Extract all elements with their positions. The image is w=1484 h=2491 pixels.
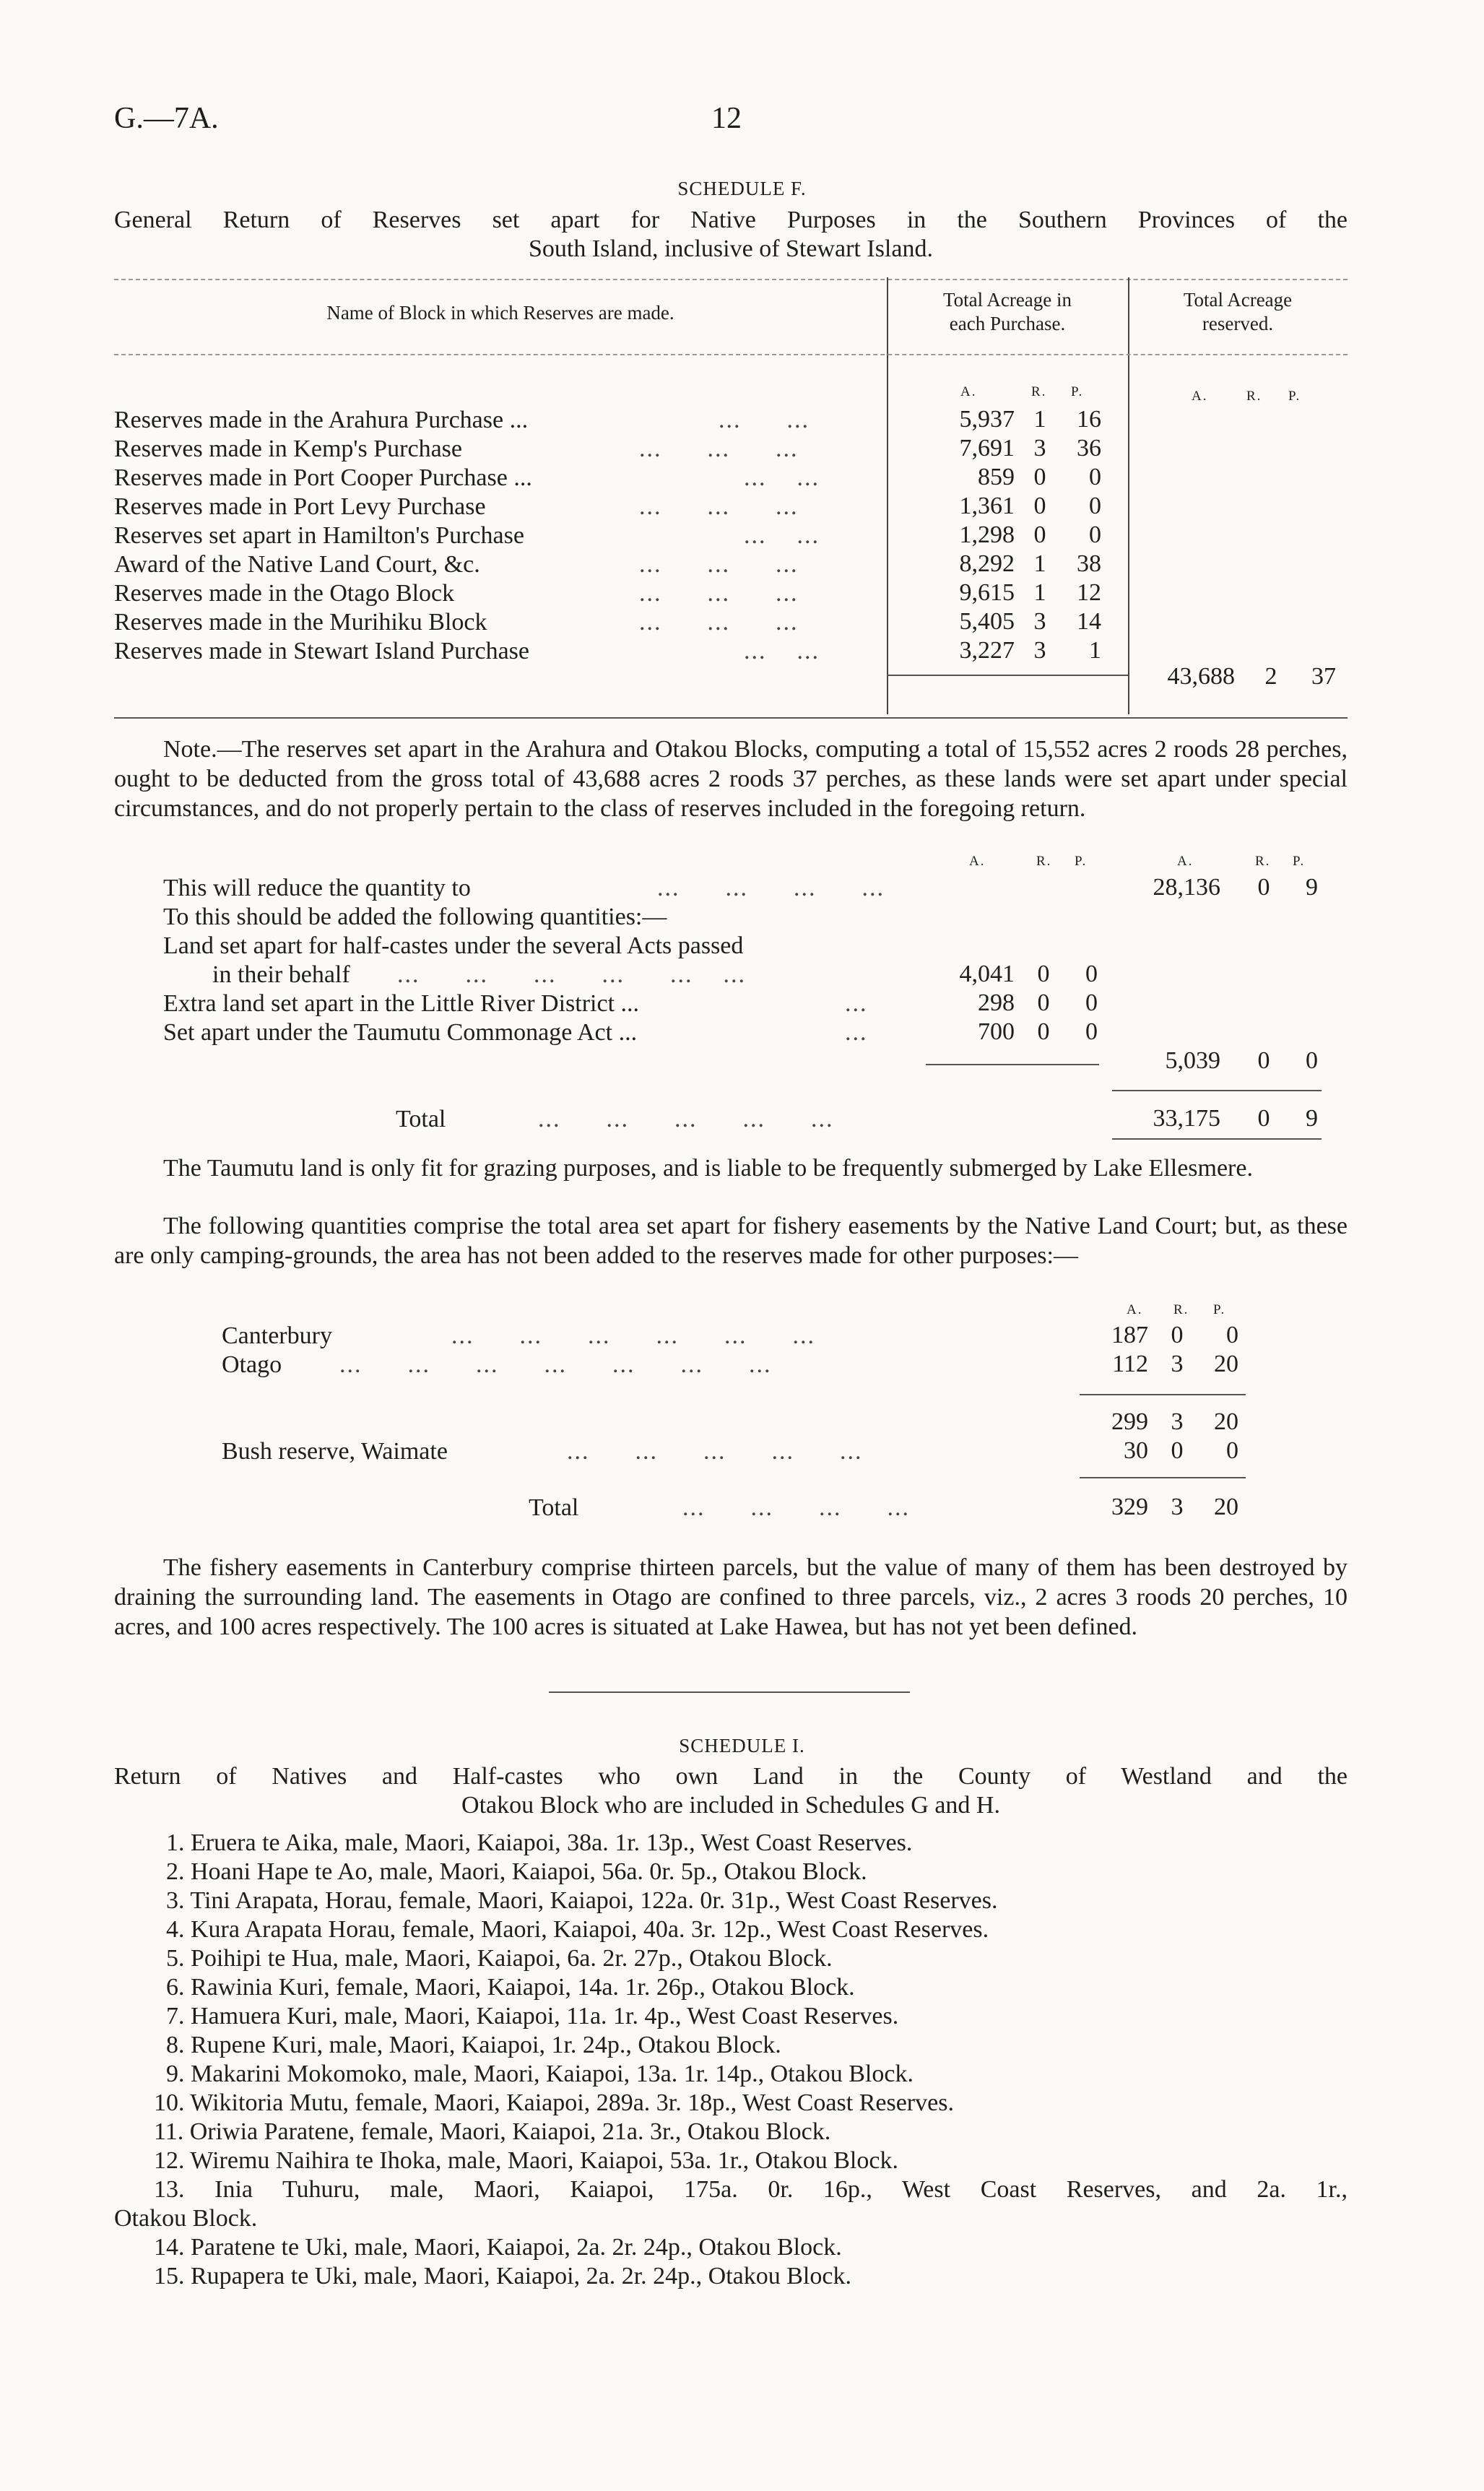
table-row-name: Reserves made in Port Levy Purchase — [114, 493, 486, 520]
table-row-name: Reserves made in the Arahura Purchase ... — [114, 407, 529, 433]
table-row-name: Reserves made in the Otago Block — [114, 580, 455, 607]
bush-reserve-perches: 0 — [1226, 1437, 1238, 1464]
table-cell-acres: 1,298 — [959, 521, 1015, 548]
list-item: 13. Inia Tuhuru, male, Maori, Kaiapoi, 175a. 0r. 16p., West Coast Reserves, and 2a. 1r., — [154, 2176, 1348, 2203]
column-header-reserved-line2: reserved. — [1202, 313, 1274, 334]
column-header-reserved-line1: Total Acreage — [1183, 289, 1293, 311]
table-cell-perches: 0 — [1089, 464, 1101, 490]
calc-unit-perches: P. — [1075, 854, 1088, 869]
schedule-i-title: SCHEDULE I. — [679, 1735, 805, 1756]
added-total-perches: 0 — [1306, 1047, 1318, 1074]
fishery-row-perches: 20 — [1214, 1351, 1238, 1377]
list-item: 8. Rupene Kuri, male, Maori, Kaiapoi, 1r. 24p., Otakou Block. — [166, 2032, 781, 2058]
halfcaste-perches: 0 — [1085, 961, 1098, 987]
fishery-row-acres: 112 — [1112, 1351, 1148, 1377]
table-cell-roods: 1 — [1033, 406, 1046, 433]
schedule-f-note: Note.—The reserves set apart in the Arahura and Otakou Blocks, computing a total of 15,552 acres 2 roods 28 perches, ought to be deducted from the gross total of 43,688 acres 2 roods 37 perches, as these lands were set apart under special circumstances, and do not properly pertain to the class of reserves included in the foregoing return. — [114, 736, 1348, 822]
table-cell-perches: 16 — [1077, 406, 1101, 433]
table-row-name: Award of the Native Land Court, &c. — [114, 551, 480, 578]
table-cell-acres: 9,615 — [959, 579, 1015, 606]
table-cell-roods: 0 — [1033, 464, 1046, 490]
fishery-total-acres: 329 — [1111, 1494, 1148, 1520]
grand-total-perches: 9 — [1306, 1105, 1318, 1132]
halfcaste-label-line1: Land set apart for half-castes under the several Acts passed — [163, 932, 744, 959]
table-cell-roods: 1 — [1033, 579, 1046, 606]
table-cell-acres: 859 — [978, 464, 1015, 490]
schedule-f-subtitle-line1: General Return of Reserves set apart for Native Purposes in the Southern Provinces of the — [114, 207, 1348, 233]
taumutu-roods: 0 — [1037, 1018, 1050, 1045]
added-sum-rule — [926, 1064, 1099, 1065]
halfcaste-label-line2: in their behalf — [212, 961, 350, 988]
table-cell-perches: 0 — [1089, 521, 1101, 548]
document-reference: G.—7A. — [114, 102, 219, 135]
calc-unit-roods-2: R. — [1255, 854, 1271, 869]
page-number: 12 — [711, 102, 742, 135]
table-cell-roods: 1 — [1033, 550, 1046, 577]
list-item: 10. Wikitoria Mutu, female, Maori, Kaiapoi, 289a. 3r. 18p., West Coast Reserves. — [154, 2089, 954, 2116]
list-item: 12. Wiremu Naihira te Ihoka, male, Maori, Kaiapoi, 53a. 1r., Otakou Block. — [154, 2147, 898, 2174]
table-cell-acres: 7,691 — [959, 435, 1015, 462]
fishery-row-name: Otago — [222, 1351, 282, 1378]
total-reserved-perches: 37 — [1311, 663, 1336, 690]
unit-acres: A. — [960, 384, 977, 399]
column-header-purchase-line1: Total Acreage in — [942, 289, 1072, 311]
fishery-row-name: Canterbury — [222, 1322, 332, 1349]
purchase-sum-rule — [887, 675, 1128, 676]
halfcaste-roods: 0 — [1037, 961, 1050, 987]
table-cell-perches: 14 — [1077, 608, 1101, 635]
fishery-row-roods: 0 — [1171, 1322, 1184, 1348]
table-row-name: Reserves made in Kemp's Purchase — [114, 436, 462, 462]
column-header-purchase-line2: each Purchase. — [949, 313, 1066, 334]
table-cell-perches: 0 — [1089, 493, 1101, 519]
fishery-unit-roods: R. — [1173, 1302, 1189, 1317]
fishery-subtotal-perches: 20 — [1214, 1408, 1238, 1435]
table-column-divider-1 — [887, 277, 888, 714]
grand-total-roods: 0 — [1257, 1105, 1270, 1132]
added-total-roods: 0 — [1257, 1047, 1270, 1074]
list-item-continuation: Otakou Block. — [114, 2205, 258, 2232]
fishery-row-perches: 0 — [1226, 1322, 1238, 1348]
table-row-name: Reserves set apart in Hamilton's Purchase — [114, 522, 524, 549]
section-divider — [549, 1691, 910, 1693]
table-cell-acres: 5,937 — [959, 406, 1015, 433]
calc-unit-acres: A. — [969, 854, 986, 869]
list-item: 9. Makarini Mokomoko, male, Maori, Kaiapoi, 13a. 1r. 14p., Otakou Block. — [166, 2061, 914, 2087]
halfcaste-acres: 4,041 — [959, 961, 1015, 987]
table-column-divider-2 — [1128, 277, 1129, 714]
fishery-row-roods: 3 — [1171, 1351, 1184, 1377]
table-cell-acres: 8,292 — [959, 550, 1015, 577]
table-row-name: Reserves made in Port Cooper Purchase ... — [114, 464, 532, 491]
little-river-label: Extra land set apart in the Little River District ... — [163, 990, 640, 1017]
little-river-perches: 0 — [1085, 989, 1098, 1016]
fishery-total-perches: 20 — [1214, 1494, 1238, 1520]
list-item: 2. Hoani Hape te Ao, male, Maori, Kaiapoi, 56a. 0r. 5p., Otakou Block. — [166, 1858, 867, 1885]
unit-acres-reserved: A. — [1192, 389, 1208, 404]
table-cell-roods: 3 — [1033, 637, 1046, 664]
list-item: 5. Poihipi te Hua, male, Maori, Kaiapoi, 6a. 2r. 27p., Otakou Block. — [166, 1945, 833, 1972]
grand-total-acres: 33,175 — [1153, 1105, 1220, 1132]
document-page: G.—7A. 12 SCHEDULE F. General Return of Reserves set apart for Native Purposes in the Southern Provinces of the South Island, inclusive of Stewart Island. Name of Block in which Reserves are made. Total Acreage in each Purchase. Total Acreage reserved. A. R. P. A. R. P. Reserves made in the Arahura Purchase ... Reserves made in Kemp's Purchase Reserves made in Port Cooper Purchase ... Reserves made in Port Levy Purchase Reserves set apart in Hamilton's Purchase Award of the Native Land Court, &c. Reserves made in the Otago Block Reserves made in the Murihiku Block Reserves made in Stewart Island Purchase ... ... ... ... ... ... ... ... ... ... ... ... ... ... ... ... ... ... ... ... ... ... ... 5,937 1 16 7,691 3 36 859 0 0 1,361 0 0 1,298 0 0 8,292 1 38 9,615 1 12 5,405 3 14 3,227 3 1 43,688 2 37 Note.—The reserves set apart in the Arahura and Otakou Blocks, computing a total of 15,552 acres 2 roods 28 perches, ought to be deducted from the gross total of 43,688 acres 2 roods 37 perches, as these lands were set apart under special circumstances, and do not properly pertain to the class of reserves included in the foregoing return. A. R. P. A. R. P. This will reduce the quantity to ... ... ... ... 28,136 0 9 To this should be added the following quantities:— Land set apart for half-castes under the several Acts passed in their behalf ... ... ... ... ... ... 4,041 0 0 Extra land set apart in the Little River District ... ... 298 0 0 Set apart under the Taumutu Commonage Act ... ... 700 0 0 5,039 0 0 Total ... ... ... ... ... 33,175 0 9 The Taumutu land is only fit for grazing purposes, and is liable to be frequently submerged by Lake Ellesmere. The following quantities comprise the total area set apart for fishery easements by the Native Land Court; but, as these are only camping-grounds, the area has not been added to the reserves made for other purposes:— A. R. P. Canterbury ... ... ... ... ... ... 187 0 0 Otago ... ... ... ... ... ... ... 112 3 20 299 3 20 Bush reserve, Waimate ... ... ... ... ... 30 0 0 Total ... ... ... ... 329 3 20 The fishery easements in Canterbury comprise thirteen parcels, but the value of many of them has been destroyed by draining the surrounding land. The easements in Otago are confined to three parcels, viz., 2 acres 3 roods 20 perches, 10 acres, and 100 acres respectively. The 100 acres is situated at Lake Hawea, but has not yet been defined. SCHEDULE I. Return of Natives and Half-castes who own Land in the County of Westland and the Otakou Block who are included in Schedules G and H. 1. Eruera te Aika, male, Maori, Kaiapoi, 38a. 1r. 13p., West Coast Reserves. 2. Hoani Hape te Ao, male, Maori, Kaiapoi, 56a. 0r. 5p., Otakou Block. 3. Tini Arapata, Horau, female, Maori, Kaiapoi, 122a. 0r. 31p., West Coast Reserves. 4. Kura Arapata Horau, female, Maori, Kaiapoi, 40a. 3r. 12p., West Coast Reserves. 5. Poihipi te Hua, male, Maori, Kaiapoi, 6a. 2r. 27p., Otakou Block. 6. Rawinia Kuri, female, Maori, Kaiapoi, 14a. 1r. 26p., Otakou Block. 7. Hamuera Kuri, male, Maori, Kaiapoi, 11a. 1r. 4p., West Coast Reserves. 8. Rupene Kuri, male, Maori, Kaiapoi, 1r. 24p., Otakou Block. 9. Makarini Mokomoko, male, Maori, Kaiapoi, 13a. 1r. 14p., Otakou Block. 10. Wikitoria Mutu, female, Maori, Kaiapoi, 289a. 3r. 18p., West Coast Reserves. 11. Oriwia Paratene, female, Maori, Kaiapoi, 21a. 3r., Otakou Block. 12. Wiremu Naihira te Ihoka, male, Maori, Kaiapoi, 53a. 1r., Otakou Block. 13. Inia Tuhuru, male, Maori, Kaiapoi, 175a. 0r. 16p., West Coast Reserves, and 2a. 1r., Otakou Block. 14. Paratene te Uki, male, Maori, Kaiapoi, 2a. 2r. 24p., Otakou Block. 15. Rupapera te Uki, male, Maori, Kaiapoi, 2a. 2r. 24p., Otakou Block. — [0, 0, 1484, 2491]
taumutu-perches: 0 — [1085, 1018, 1098, 1045]
bush-reserve-acres: 30 — [1124, 1437, 1148, 1464]
list-item: 11. Oriwia Paratene, female, Maori, Kaiapoi, 21a. 3r., Otakou Block. — [154, 2118, 831, 2145]
fishery-intro: The following quantities comprise the total area set apart for fishery easements by the Native Land Court; but, as these are only camping-grounds, the area has not been added to the reserves made for other purposes:— — [114, 1213, 1348, 1269]
taumutu-acres: 700 — [978, 1018, 1015, 1045]
table-cell-acres: 5,405 — [959, 608, 1015, 635]
little-river-acres: 298 — [978, 989, 1015, 1016]
fishery-total-rule — [1080, 1477, 1246, 1478]
unit-roods: R. — [1031, 384, 1047, 399]
fishery-subtotal-roods: 3 — [1171, 1408, 1184, 1435]
total-reserved-roods: 2 — [1264, 663, 1277, 690]
grand-total-underline — [1112, 1138, 1322, 1140]
table-bottom-rule — [114, 717, 1348, 719]
total-label: Total — [396, 1106, 446, 1132]
fishery-subtotal-rule — [1080, 1394, 1246, 1395]
unit-perches: P. — [1071, 384, 1084, 399]
reduce-acres: 28,136 — [1153, 874, 1220, 901]
fishery-note: The fishery easements in Canterbury comprise thirteen parcels, but the value of many of them has been destroyed by draining the surrounding land. The easements in Otago are confined to three parcels, viz., 2 acres 3 roods 20 perches, 10 acres, and 100 acres respectively. The 100 acres is situated at Lake Hawea, but has not yet been defined. — [114, 1554, 1348, 1640]
reduce-label: This will reduce the quantity to — [163, 875, 471, 901]
table-cell-roods: 3 — [1033, 608, 1046, 635]
fishery-total-roods: 3 — [1171, 1494, 1184, 1520]
reduce-perches: 9 — [1306, 874, 1318, 901]
unit-perches-reserved: P. — [1288, 389, 1301, 404]
table-cell-roods: 3 — [1033, 435, 1046, 462]
table-cell-acres: 3,227 — [959, 637, 1015, 664]
table-cell-perches: 38 — [1077, 550, 1101, 577]
added-total-acres: 5,039 — [1165, 1047, 1220, 1074]
taumutu-label: Set apart under the Taumutu Commonage Act ... — [163, 1019, 638, 1046]
list-item: 6. Rawinia Kuri, female, Maori, Kaiapoi, 14a. 1r. 26p., Otakou Block. — [166, 1974, 855, 2001]
table-cell-roods: 0 — [1033, 521, 1046, 548]
column-header-block: Name of Block in which Reserves are made. — [326, 302, 674, 324]
total-reserved-acres: 43,688 — [1167, 663, 1235, 690]
fishery-total-label: Total — [529, 1494, 579, 1521]
little-river-roods: 0 — [1037, 989, 1050, 1016]
table-top-rule — [114, 279, 1348, 280]
table-cell-perches: 1 — [1089, 637, 1101, 664]
fishery-subtotal-acres: 299 — [1111, 1408, 1148, 1435]
table-cell-perches: 12 — [1077, 579, 1101, 606]
fishery-unit-perches: P. — [1213, 1302, 1226, 1317]
schedule-i-subtitle-line2: Otakou Block who are included in Schedules G and H. — [461, 1792, 1000, 1819]
list-item: 15. Rupapera te Uki, male, Maori, Kaiapoi, 2a. 2r. 24p., Otakou Block. — [154, 2263, 851, 2289]
add-label: To this should be added the following quantities:— — [163, 904, 667, 930]
calc-unit-roods: R. — [1036, 854, 1052, 869]
fishery-unit-acres: A. — [1127, 1302, 1143, 1317]
unit-roods-reserved: R. — [1246, 389, 1262, 404]
table-row-name: Reserves made in Stewart Island Purchase — [114, 638, 529, 664]
table-cell-acres: 1,361 — [959, 493, 1015, 519]
calc-unit-perches-2: P. — [1293, 854, 1306, 869]
bush-reserve-roods: 0 — [1171, 1437, 1184, 1464]
schedule-f-title: SCHEDULE F. — [677, 178, 807, 199]
table-row-name: Reserves made in the Murihiku Block — [114, 609, 487, 636]
taumutu-note: The Taumutu land is only fit for grazing purposes, and is liable to be frequently submerged by Lake Ellesmere. — [163, 1155, 1253, 1182]
fishery-row-acres: 187 — [1111, 1322, 1148, 1348]
reduce-roods: 0 — [1257, 874, 1270, 901]
schedule-f-subtitle-line2: South Island, inclusive of Stewart Island. — [529, 235, 933, 262]
table-cell-perches: 36 — [1077, 435, 1101, 462]
calc-unit-acres-2: A. — [1177, 854, 1194, 869]
table-cell-roods: 0 — [1033, 493, 1046, 519]
list-item: 14. Paratene te Uki, male, Maori, Kaiapoi, 2a. 2r. 24p., Otakou Block. — [154, 2234, 842, 2261]
list-item: 1. Eruera te Aika, male, Maori, Kaiapoi, 38a. 1r. 13p., West Coast Reserves. — [166, 1829, 913, 1856]
schedule-i-subtitle-line1: Return of Natives and Half-castes who own Land in the County of Westland and the — [114, 1763, 1348, 1790]
table-header-rule — [114, 354, 1348, 355]
grand-total-rule — [1112, 1090, 1322, 1091]
list-item: 3. Tini Arapata, Horau, female, Maori, Kaiapoi, 122a. 0r. 31p., West Coast Reserves. — [166, 1887, 998, 1914]
list-item: 7. Hamuera Kuri, male, Maori, Kaiapoi, 11a. 1r. 4p., West Coast Reserves. — [166, 2003, 899, 2029]
bush-reserve-label: Bush reserve, Waimate — [222, 1438, 448, 1465]
list-item: 4. Kura Arapata Horau, female, Maori, Kaiapoi, 40a. 3r. 12p., West Coast Reserves. — [166, 1916, 989, 1943]
